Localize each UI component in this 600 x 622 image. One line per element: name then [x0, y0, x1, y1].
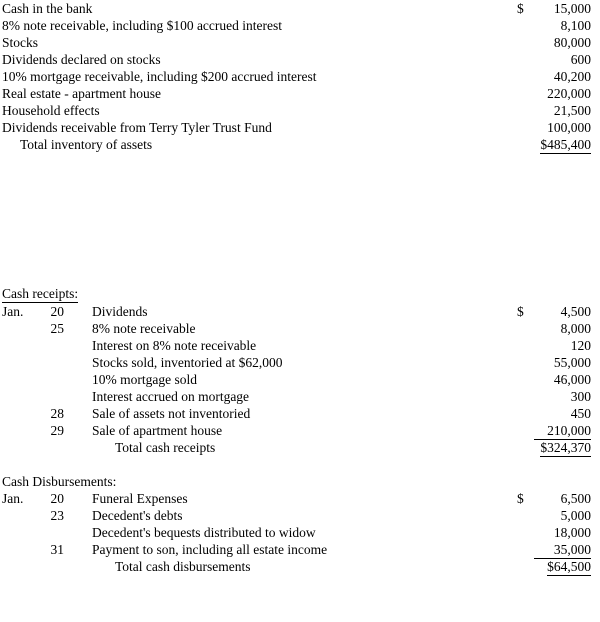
inventory-row-description: Dividends receivable from Terry Tyler Trust Fund [2, 120, 272, 135]
inventory-row-value: 8,100 [560, 18, 591, 33]
cash-receipts-row-list [0, 303, 600, 439]
cash-receipts-row-amount [517, 337, 591, 354]
cash-receipts-row-day: 28 [50, 406, 64, 421]
cash-disbursements-row [0, 490, 600, 507]
cash-receipts-total-amount [540, 439, 591, 457]
cash-receipts-row-value: 120 [570, 338, 591, 353]
cash-disbursements-row-day: 20 [50, 491, 64, 506]
section-gap-large [0, 153, 600, 286]
inventory-row-value: 220,000 [547, 86, 591, 101]
cash-disbursements-row [0, 541, 600, 558]
cash-disbursements-row-currency-symbol: $ [517, 491, 524, 506]
cash-receipts-row-value: 46,000 [553, 372, 591, 387]
inventory-row-amount [517, 17, 591, 34]
inventory-row-description: Household effects [2, 103, 100, 118]
cash-receipts-row-month: Jan. [2, 304, 24, 319]
inventory-row-value: 600 [570, 52, 591, 67]
inventory-row [0, 119, 600, 136]
cash-disbursements-total-amount [547, 558, 591, 576]
inventory-row [0, 34, 600, 51]
inventory-row-description: Cash in the bank [2, 1, 93, 16]
inventory-row [0, 85, 600, 102]
cash-disbursements-row-amount [517, 524, 591, 541]
cash-receipts-row-value: 450 [570, 406, 591, 421]
cash-disbursements-row-description: Funeral Expenses [92, 491, 188, 506]
cash-receipts-section [0, 286, 600, 456]
cash-receipts-row-amount [517, 320, 591, 337]
section-gap-small [0, 456, 600, 473]
cash-receipts-row-amount [517, 303, 591, 320]
cash-receipts-row [0, 303, 600, 320]
inventory-row-amount [517, 0, 591, 17]
cash-receipts-row-description: Dividends [92, 304, 148, 319]
inventory-row [0, 68, 600, 85]
inventory-total-row [0, 136, 600, 153]
cash-disbursements-section [0, 473, 600, 575]
cash-disbursements-row [0, 524, 600, 541]
inventory-row [0, 51, 600, 68]
cash-receipts-row-day: 29 [50, 423, 64, 438]
cash-disbursements-row-list [0, 490, 600, 558]
cash-receipts-row-value: 210,000 [534, 422, 591, 440]
cash-receipts-row [0, 320, 600, 337]
inventory-row-description: 8% note receivable, including $100 accrued interest [2, 18, 283, 33]
inventory-row-amount [517, 51, 591, 68]
inventory-row-currency-symbol: $ [517, 1, 524, 16]
inventory-row-amount [517, 68, 591, 85]
cash-receipts-total-value: 324,370 [547, 440, 591, 455]
cash-receipts-row [0, 371, 600, 388]
inventory-row-value: 100,000 [547, 120, 591, 135]
cash-receipts-heading [0, 286, 600, 303]
cash-disbursements-row-description: Decedent's debts [92, 508, 183, 523]
inventory-total-value: 485,400 [547, 137, 591, 152]
cash-disbursements-total-value: 64,500 [553, 559, 591, 574]
inventory-row-description: Dividends declared on stocks [2, 52, 161, 67]
inventory-total-amount [540, 136, 591, 154]
cash-receipts-row-description: Interest accrued on mortgage [92, 389, 250, 404]
cash-receipts-row-value: 8,000 [560, 321, 591, 336]
cash-receipts-total-label: Total cash receipts [115, 440, 216, 455]
inventory-row [0, 0, 600, 17]
inventory-row-list [0, 0, 600, 136]
cash-receipts-row-description: Sale of assets not inventoried [92, 406, 251, 421]
cash-disbursements-row-month: Jan. [2, 491, 24, 506]
inventory-of-assets-section [0, 0, 600, 153]
inventory-row-value: 80,000 [553, 35, 591, 50]
cash-disbursements-row-value: 18,000 [553, 525, 591, 540]
inventory-row-description: 10% mortgage receivable, including $200 accrued interest [2, 69, 317, 84]
inventory-row-amount [517, 119, 591, 136]
cash-receipts-row-amount [517, 354, 591, 371]
cash-receipts-row-amount [517, 371, 591, 388]
cash-disbursements-row-value: 6,500 [560, 491, 591, 506]
inventory-row-amount [517, 85, 591, 102]
cash-disbursements-row-amount [512, 541, 591, 559]
cash-disbursements-heading [0, 473, 600, 490]
cash-disbursements-row-value: 5,000 [560, 508, 591, 523]
cash-receipts-row-amount [517, 405, 591, 422]
cash-disbursements-row-day: 31 [50, 542, 64, 557]
inventory-row-description: Stocks [2, 35, 39, 50]
cash-receipts-total-row [0, 439, 600, 456]
inventory-total-currency-symbol: $ [540, 137, 548, 152]
cash-disbursements-row-amount [517, 507, 591, 524]
cash-disbursements-total-row [0, 558, 600, 575]
inventory-row-value: 21,500 [553, 103, 591, 118]
inventory-row [0, 17, 600, 34]
cash-receipts-row-description: 10% mortgage sold [92, 372, 197, 387]
cash-disbursements-total-label: Total cash disbursements [115, 559, 251, 574]
cash-receipts-row-description: Sale of apartment house [92, 423, 223, 438]
cash-receipts-row-value: 4,500 [560, 304, 591, 319]
cash-disbursements-total-currency-symbol: $ [547, 559, 554, 574]
cash-receipts-row-description: Interest on 8% note receivable [92, 338, 257, 353]
inventory-row [0, 102, 600, 119]
cash-receipts-row-description: 8% note receivable [92, 321, 196, 336]
cash-receipts-row-value: 300 [570, 389, 591, 404]
cash-receipts-row [0, 354, 600, 371]
cash-receipts-row-amount [512, 422, 591, 440]
cash-receipts-row-amount [517, 388, 591, 405]
cash-receipts-row [0, 405, 600, 422]
cash-disbursements-row-day: 23 [50, 508, 64, 523]
cash-receipts-heading-label: Cash receipts: [2, 286, 79, 301]
cash-receipts-row-currency-symbol: $ [517, 304, 524, 319]
cash-receipts-row-day: 25 [50, 321, 64, 336]
cash-disbursements-row [0, 507, 600, 524]
inventory-row-value: 40,200 [553, 69, 591, 84]
cash-receipts-row [0, 422, 600, 439]
inventory-row-value: 15,000 [553, 1, 591, 16]
inventory-row-amount [517, 34, 591, 51]
cash-disbursements-row-description: Decedent's bequests distributed to widow [92, 525, 316, 540]
cash-disbursements-row-amount [517, 490, 591, 507]
cash-receipts-row-day: 20 [50, 304, 64, 319]
inventory-row-amount [517, 102, 591, 119]
inventory-total-label: Total inventory of assets [20, 137, 153, 152]
cash-receipts-row-description: Stocks sold, inventoried at $62,000 [92, 355, 283, 370]
cash-receipts-row [0, 337, 600, 354]
cash-disbursements-row-value: 35,000 [534, 541, 591, 559]
cash-receipts-row [0, 388, 600, 405]
cash-disbursements-row-description: Payment to son, including all estate income [92, 542, 328, 557]
inventory-row-description: Real estate - apartment house [2, 86, 161, 101]
cash-receipts-row-value: 55,000 [553, 355, 591, 370]
cash-disbursements-heading-label: Cash Disbursements: [2, 474, 117, 489]
cash-receipts-total-currency-symbol: $ [540, 440, 548, 455]
